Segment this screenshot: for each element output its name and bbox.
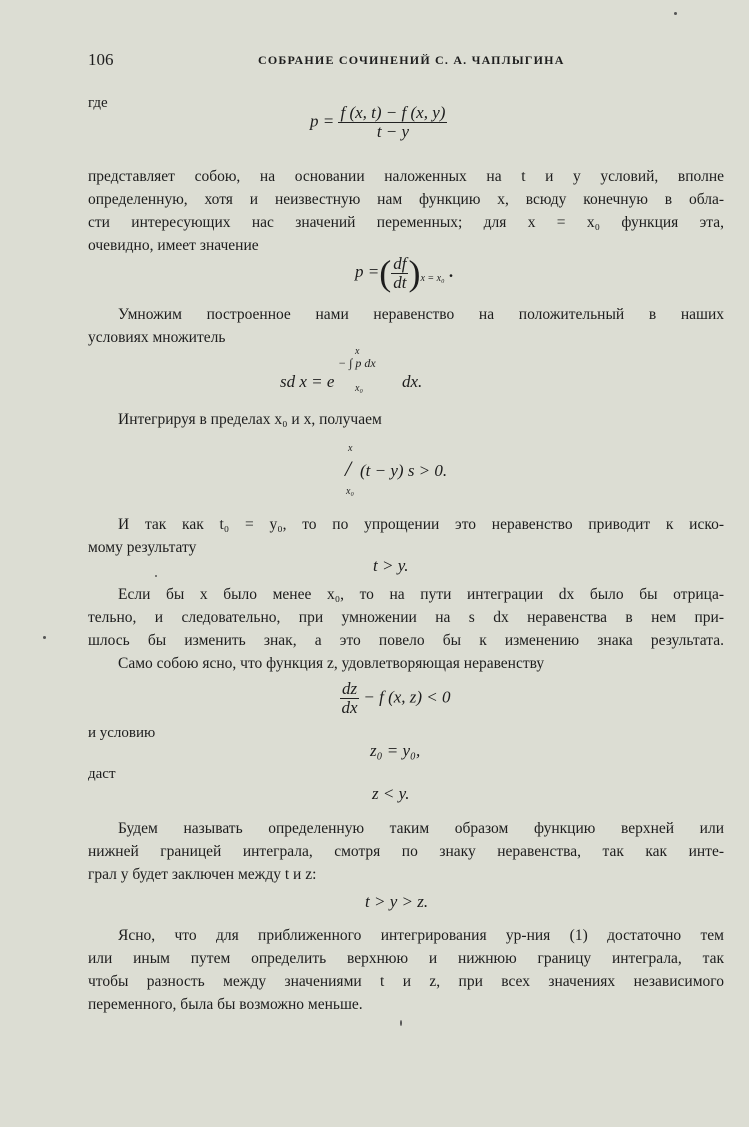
integral-sign-icon: / [345, 456, 352, 481]
paragraph-7-line-4: переменного, была бы возможно меньше. [88, 996, 363, 1013]
condition-word: и условию [88, 725, 156, 741]
eq3-exponent: − ∫ p dx [338, 356, 376, 370]
eq3-exp-lower: x₀ [355, 383, 363, 394]
eq3-exp-upper: x [355, 346, 360, 357]
right-paren: ) [408, 253, 421, 293]
paragraph-6-line-3: грал y будет заключен между t и z: [88, 866, 317, 883]
eq2-subscript: x = x₀ [420, 272, 445, 284]
paragraph-6-line-1: Будем называть определенную таким образом функцию верхней или [118, 820, 724, 837]
running-title: СОБРАНИЕ СОЧИНЕНИЙ С. А. ЧАПЛЫГИНА [258, 53, 565, 67]
scan-speck [43, 636, 46, 639]
equation-dz-dx-inequality [340, 680, 451, 717]
paragraph-2-line-1: Умножим построенное нами неравенство на положительный в наших [118, 306, 724, 323]
eq2-numerator: df [393, 253, 407, 273]
paragraph-5-line-3: шлось бы изменить знак, а это повело бы к изменению знака результата. [88, 632, 724, 649]
gives-word: даст [88, 766, 116, 782]
eq4-body: (t − y) s > 0. [360, 461, 448, 480]
paragraph-4-line-1: И так как t₀ = y₀, то по упрощении это неравенство приводит к иско- [118, 516, 724, 533]
eq6-denominator: dx [341, 698, 358, 717]
paragraph-7-line-3: чтобы разность между значениями t и z, при всех значениях независимого [88, 973, 724, 990]
eq2-period: . [448, 261, 454, 281]
equation-p-derivative [355, 252, 453, 294]
paragraph-5-line-4: Само собою ясно, что функция z, удовлетворяющая неравенству [118, 655, 545, 672]
paragraph-7-line-1: Ясно, что для приближенного интегрирования ур-ния (1) достаточно тем [118, 927, 724, 944]
eq4-upper-limit: x [348, 443, 353, 454]
eq2-denominator: dt [393, 272, 407, 292]
page-number: 106 [88, 50, 114, 69]
eq6-fraction [340, 680, 359, 717]
paragraph-3-line-1: Интегрируя в пределах x₀ и x, получаем [118, 411, 382, 428]
equation-initial-condition: z₀ = y₀, [370, 741, 421, 760]
scan-speck [400, 1020, 402, 1026]
paragraph-1-line-1: представляет собою, на основании наложенных на t и y условий, вполне [88, 168, 724, 185]
paragraph-1-line-3: сти интересующих нас значений переменных; для x = x₀ функция эта, [88, 214, 724, 231]
eq3-trail: dx. [402, 372, 423, 391]
eq6-rest: − f (x, z) < 0 [363, 687, 451, 707]
equation-bounds-chain: t > y > z. [365, 892, 429, 911]
intro-word: где [88, 95, 108, 111]
eq1-fraction [338, 104, 447, 141]
left-paren: ( [379, 253, 392, 293]
eq1-numerator: f (x, t) − f (x, y) [340, 103, 446, 122]
equation-p-difference-quotient [310, 104, 447, 141]
paragraph-6-line-2: нижней границей интеграла, смотря по знаку неравенства, так как инте- [88, 843, 724, 860]
eq6-numerator: dz [342, 679, 358, 698]
eq4-lower-limit: x₀ [346, 486, 354, 497]
paragraph-2-line-2: условиях множитель [88, 329, 226, 346]
paragraph-1-line-4: очевидно, имеет значение [88, 237, 259, 254]
paragraph-5-line-2: тельно, и следовательно, при умножении на s dx неравенства в нем при- [88, 609, 724, 626]
paragraph-4-line-2: мому результату [88, 539, 197, 556]
eq2-lhs: p = [355, 261, 380, 281]
paragraph-5-line-1: Если бы x было менее x₀, то на пути интеграции dx было бы отрица- [118, 586, 724, 603]
eq3-lhs: sd x = e [280, 372, 335, 391]
eq2-fraction [391, 255, 408, 292]
scan-speck [155, 575, 157, 577]
equation-t-greater-y: t > y. [373, 556, 409, 575]
paragraph-1-line-2: определенную, хотя и неизвестную нам функцию x, всюду конечную в обла- [88, 191, 724, 208]
equation-z-less-y: z < y. [372, 784, 410, 803]
scan-speck [674, 12, 677, 15]
eq1-lhs: p = [310, 111, 335, 131]
paragraph-7-line-2: или иным путем определить верхнюю и нижнюю границу интеграла, так [88, 950, 724, 967]
eq1-denominator: t − y [376, 122, 410, 141]
